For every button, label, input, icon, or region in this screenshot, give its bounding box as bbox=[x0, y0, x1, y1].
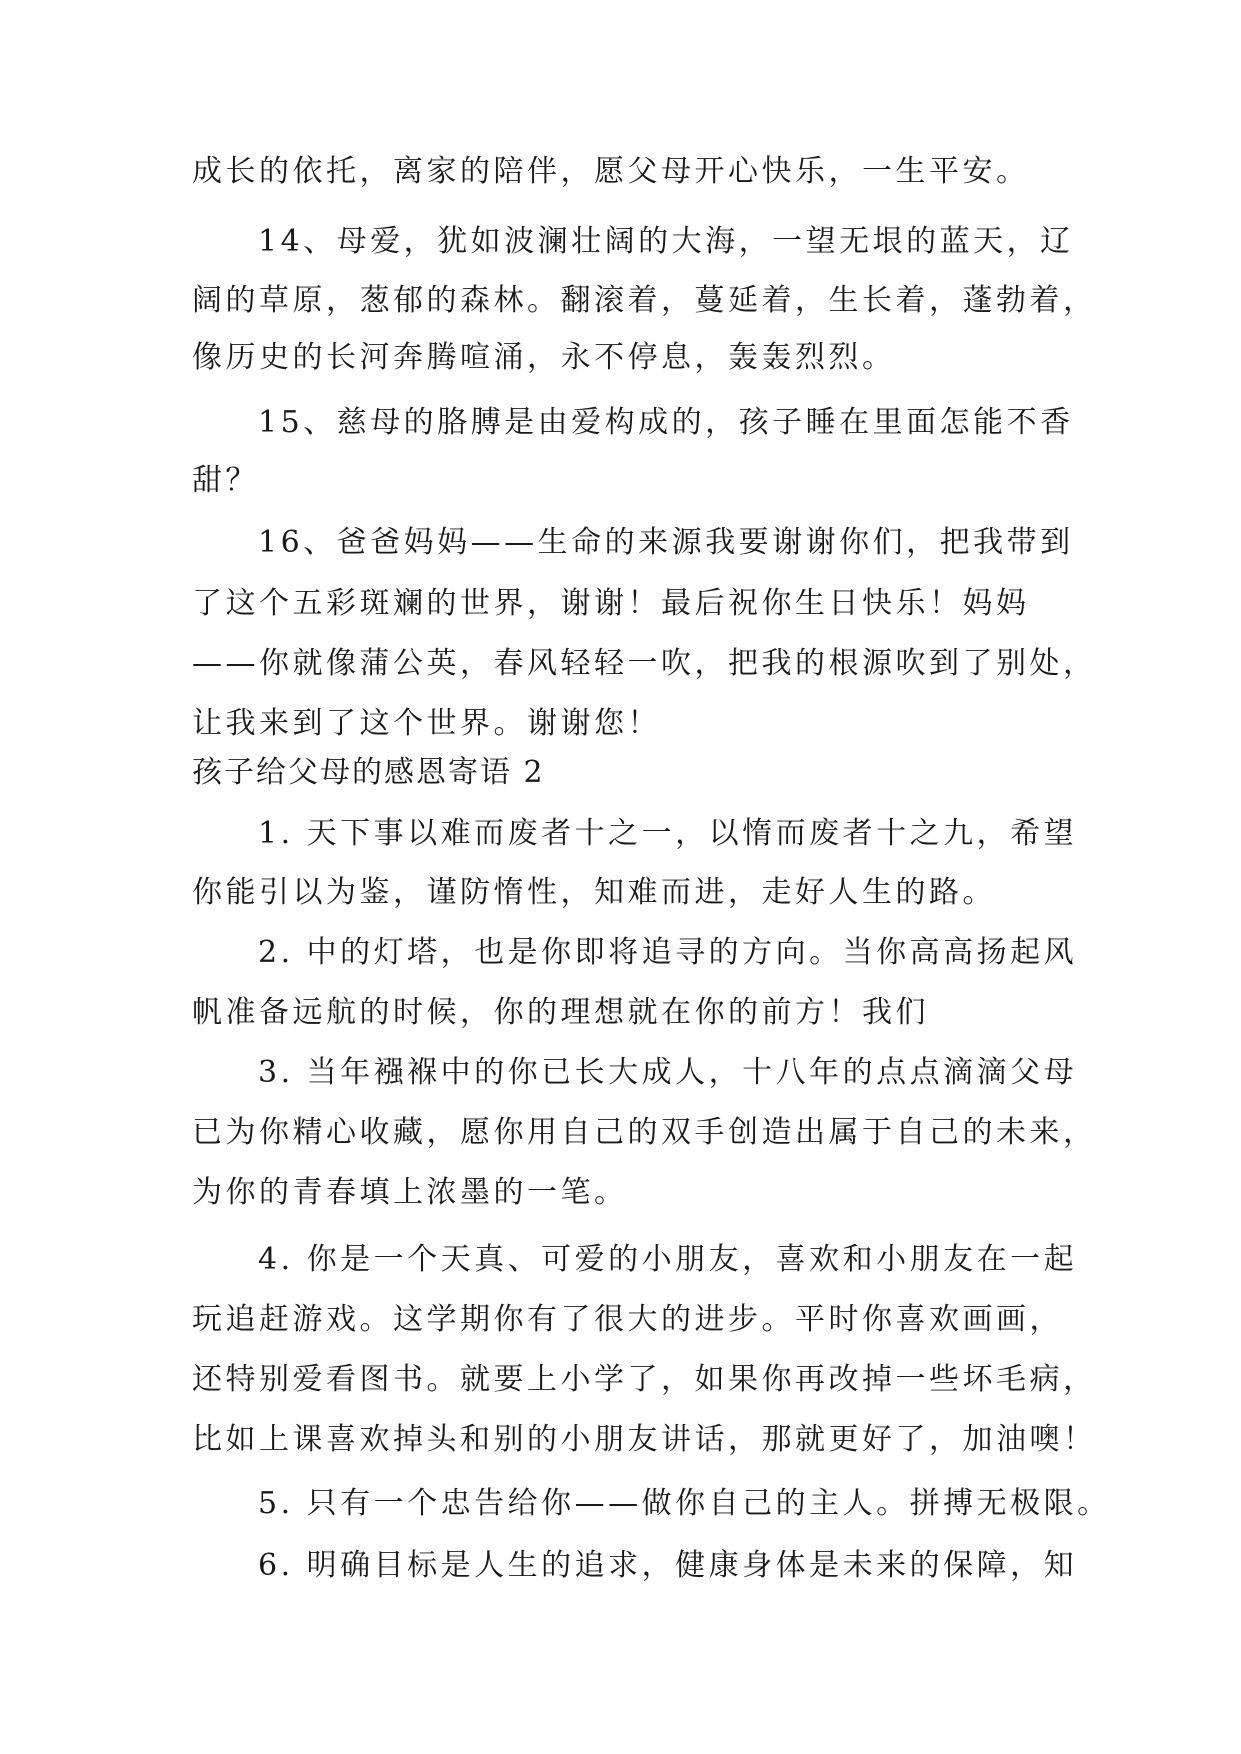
text-line: 你能引以为鉴，谨防惰性，知难而进，走好人生的路。 bbox=[192, 875, 996, 910]
text-line: 阔的草原，葱郁的森林。翻滚着，蔓延着，生长着，蓬勃着， bbox=[192, 283, 1097, 318]
text-line: 了这个五彩斑斓的世界，谢谢！最后祝你生日快乐！妈妈 bbox=[192, 586, 1030, 621]
text-line: 5. 只有一个忠告给你——做你自己的主人。拼搏无极限。 bbox=[258, 1486, 1111, 1521]
text-line: 1. 天下事以难而废者十之一，以惰而废者十之九，希望 bbox=[258, 816, 1078, 851]
text-line: 15、慈母的胳膊是由爱构成的，孩子睡在里面怎能不香 bbox=[258, 405, 1074, 440]
text-line: 还特别爱看图书。就要上小学了，如果你再改掉一些坏毛病， bbox=[192, 1362, 1097, 1397]
text-line: 帆准备远航的时候，你的理想就在你的前方！我们 bbox=[192, 995, 929, 1030]
text-line: 成长的依托，离家的陪伴，愿父母开心快乐，一生平安。 bbox=[192, 154, 1030, 189]
text-line: 玩追赶游戏。这学期你有了很大的进步。平时你喜欢画画， bbox=[192, 1302, 1063, 1337]
text-line: 甜？ bbox=[192, 463, 259, 498]
text-line: ——你就像蒲公英，春风轻轻一吹，把我的根源吹到了别处， bbox=[192, 646, 1097, 681]
text-line: 已为你精心收藏，愿你用自己的双手创造出属于自己的未来， bbox=[192, 1115, 1097, 1150]
text-line: 为你的青春填上浓墨的一笔。 bbox=[192, 1175, 628, 1210]
text-line: 2. 中的灯塔，也是你即将追寻的方向。当你高高扬起风 bbox=[258, 935, 1078, 970]
section-heading: 孩子给父母的感恩寄语 2 bbox=[192, 755, 545, 790]
text-line: 16、爸爸妈妈——生命的来源我要谢谢你们，把我带到 bbox=[258, 525, 1074, 560]
text-line: 让我来到了这个世界。谢谢您！ bbox=[192, 706, 661, 741]
text-line: 3. 当年襁褓中的你已长大成人，十八年的点点滴滴父母 bbox=[258, 1055, 1078, 1090]
text-line: 14、母爱，犹如波澜壮阔的大海，一望无垠的蓝天，辽 bbox=[258, 224, 1074, 259]
text-line: 像历史的长河奔腾喧涌，永不停息，轰轰烈烈。 bbox=[192, 340, 896, 375]
text-line: 4. 你是一个天真、可爱的小朋友，喜欢和小朋友在一起 bbox=[258, 1242, 1078, 1277]
text-line: 6. 明确目标是人生的追求，健康身体是未来的保障，知 bbox=[258, 1548, 1078, 1583]
text-line: 比如上课喜欢掉头和别的小朋友讲话，那就更好了，加油噢！ bbox=[192, 1422, 1097, 1457]
